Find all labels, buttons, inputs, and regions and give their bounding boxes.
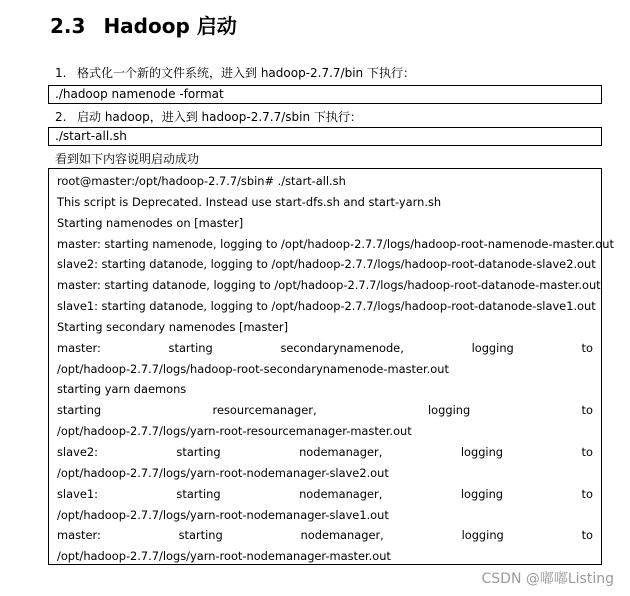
output-line: Starting secondary namenodes [master] bbox=[57, 319, 289, 334]
output-word: nodemanager, bbox=[299, 486, 383, 501]
step-1-command-box bbox=[48, 85, 602, 104]
step-1-text: 格式化一个新的文件系统，进入到 hadoop-2.7.7/bin 下执行： bbox=[77, 66, 415, 80]
output-line: This script is Deprecated. Instead use start-dfs.sh and start-yarn.sh bbox=[57, 194, 442, 209]
section-heading bbox=[50, 10, 237, 39]
output-word: resourcemanager, bbox=[212, 403, 317, 418]
output-line: Starting namenodes on [master] bbox=[57, 215, 244, 230]
output-line: starting yarn daemons bbox=[57, 382, 187, 397]
output-word: nodemanager, bbox=[299, 444, 383, 459]
output-line: /opt/hadoop-2.7.7/logs/yarn-root-resourcemanager-master.out bbox=[57, 424, 412, 439]
output-word: master: bbox=[57, 528, 101, 543]
success-note: 看到如下内容说明启动成功 bbox=[55, 152, 200, 166]
output-word: starting bbox=[168, 340, 213, 355]
output-word: to bbox=[581, 528, 593, 543]
step-1-instruction bbox=[55, 64, 415, 81]
output-line-justified bbox=[57, 338, 593, 359]
output-line: root@master:/opt/hadoop-2.7.7/sbin# ./start-all.sh bbox=[57, 174, 346, 188]
output-word: nodemanager, bbox=[300, 528, 384, 543]
output-line-justified bbox=[57, 484, 593, 505]
output-line: /opt/hadoop-2.7.7/logs/hadoop-root-secondarynamenode-master.out bbox=[57, 361, 449, 376]
output-line: /opt/hadoop-2.7.7/logs/yarn-root-nodemanager-slave1.out bbox=[57, 507, 389, 522]
output-word: logging bbox=[460, 486, 504, 501]
output-line: slave1: starting datanode, logging to /opt/hadoop-2.7.7/logs/hadoop-root-datanode-slave1.out bbox=[57, 299, 596, 314]
step-1-command: ./hadoop namenode -format bbox=[55, 87, 224, 101]
output-word: starting bbox=[176, 486, 221, 501]
output-line: /opt/hadoop-2.7.7/logs/yarn-root-nodemanager-master.out bbox=[57, 549, 391, 564]
output-line: master: starting datanode, logging to /opt/hadoop-2.7.7/logs/hadoop-root-datanode-master.out bbox=[57, 278, 601, 293]
output-line-justified bbox=[57, 400, 593, 421]
watermark: CSDN @嘟嘟Listing bbox=[481, 571, 614, 587]
output-word: logging bbox=[471, 340, 514, 355]
output-word: slave1: bbox=[57, 486, 98, 501]
output-word: logging bbox=[461, 528, 504, 543]
output-word: starting bbox=[176, 444, 221, 459]
output-word: secondarynamenode, bbox=[280, 340, 404, 355]
step-2-text: 启动 hadoop，进入到 hadoop-2.7.7/sbin 下执行： bbox=[77, 110, 362, 124]
output-word: starting bbox=[178, 528, 223, 543]
output-word: to bbox=[581, 403, 593, 418]
output-line: master: starting namenode, logging to /opt/hadoop-2.7.7/logs/hadoop-root-namenode-master.out bbox=[57, 236, 614, 251]
output-line: slave2: starting datanode, logging to /opt/hadoop-2.7.7/logs/hadoop-root-datanode-slave2.out bbox=[57, 257, 596, 272]
step-2-command-box bbox=[48, 127, 602, 146]
section-title: Hadoop 启动 bbox=[103, 14, 237, 38]
output-word: slave2: bbox=[57, 444, 98, 459]
step-2-instruction bbox=[55, 108, 362, 125]
step-1-index: 1. bbox=[55, 66, 67, 80]
output-word: to bbox=[581, 340, 593, 355]
output-word: starting bbox=[57, 403, 102, 418]
output-word: logging bbox=[460, 444, 504, 459]
output-word: master: bbox=[57, 340, 101, 355]
terminal-output-box bbox=[48, 168, 614, 565]
output-word: to bbox=[581, 486, 593, 501]
output-line-justified bbox=[57, 442, 593, 463]
output-line-justified bbox=[57, 525, 593, 546]
output-line: /opt/hadoop-2.7.7/logs/yarn-root-nodemanager-slave2.out bbox=[57, 465, 389, 480]
output-word: to bbox=[581, 444, 593, 459]
output-word: logging bbox=[427, 403, 471, 418]
step-2-command: ./start-all.sh bbox=[55, 129, 127, 143]
step-2-index: 2. bbox=[55, 110, 67, 124]
section-number: 2.3 bbox=[50, 14, 86, 38]
